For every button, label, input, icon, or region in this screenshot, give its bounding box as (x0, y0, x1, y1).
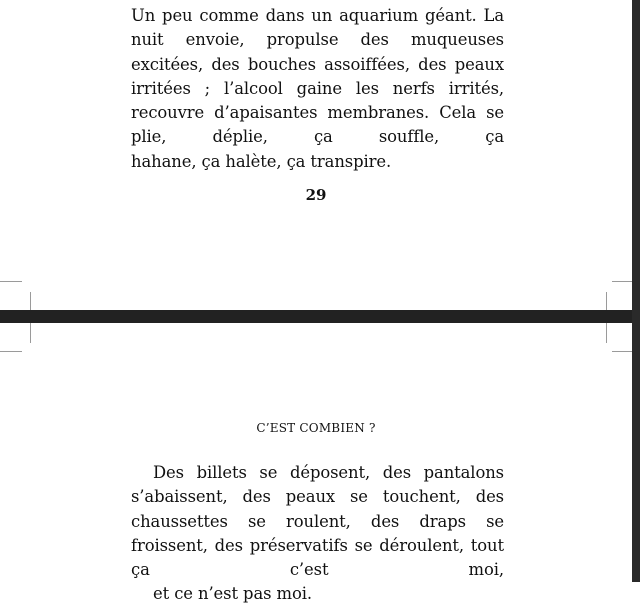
crop-mark-bottom-left-horizontal (0, 281, 22, 282)
viewer-right-edge (632, 0, 640, 582)
page-gap (0, 310, 640, 323)
lower-page-paragraph-last-line: et ce n’est pas moi. (153, 584, 313, 604)
crop-mark-bottom-right-vertical (606, 292, 607, 310)
upper-page-paragraph-last-line: hahane, ça halète, ça transpire. (131, 151, 392, 171)
crop-mark-top-left-vertical (30, 323, 31, 343)
upper-page-paragraph-body: Un peu comme dans un aquarium géant. La nuit envoie, propulse des muqueuses excitées, des bouches assoiffées, des peaux irritées ; l’alcool gaine les nerfs irrités, recouvre d’apaisantes membranes. Cela se plie, déplie, ça souffle, ça (131, 6, 504, 147)
crop-mark-top-left-horizontal (0, 351, 22, 352)
lower-page-paragraph-body: Des billets se déposent, des pantalons s’abaissent, des peaux se touchent, des chaussettes se roulent, des draps se froissent, des préservatifs se déroulent, tout ça c’est moi, (131, 463, 504, 580)
crop-mark-top-right-horizontal (612, 351, 632, 352)
chapter-title: C’EST COMBIEN ? (256, 421, 376, 435)
lower-page (0, 323, 632, 604)
page-number: 29 (305, 186, 327, 204)
crop-mark-bottom-left-vertical (30, 292, 31, 310)
lower-page-paragraph (131, 461, 504, 607)
crop-mark-top-right-vertical (606, 323, 607, 343)
upper-page-paragraph (131, 4, 504, 174)
crop-mark-bottom-right-horizontal (612, 281, 632, 282)
